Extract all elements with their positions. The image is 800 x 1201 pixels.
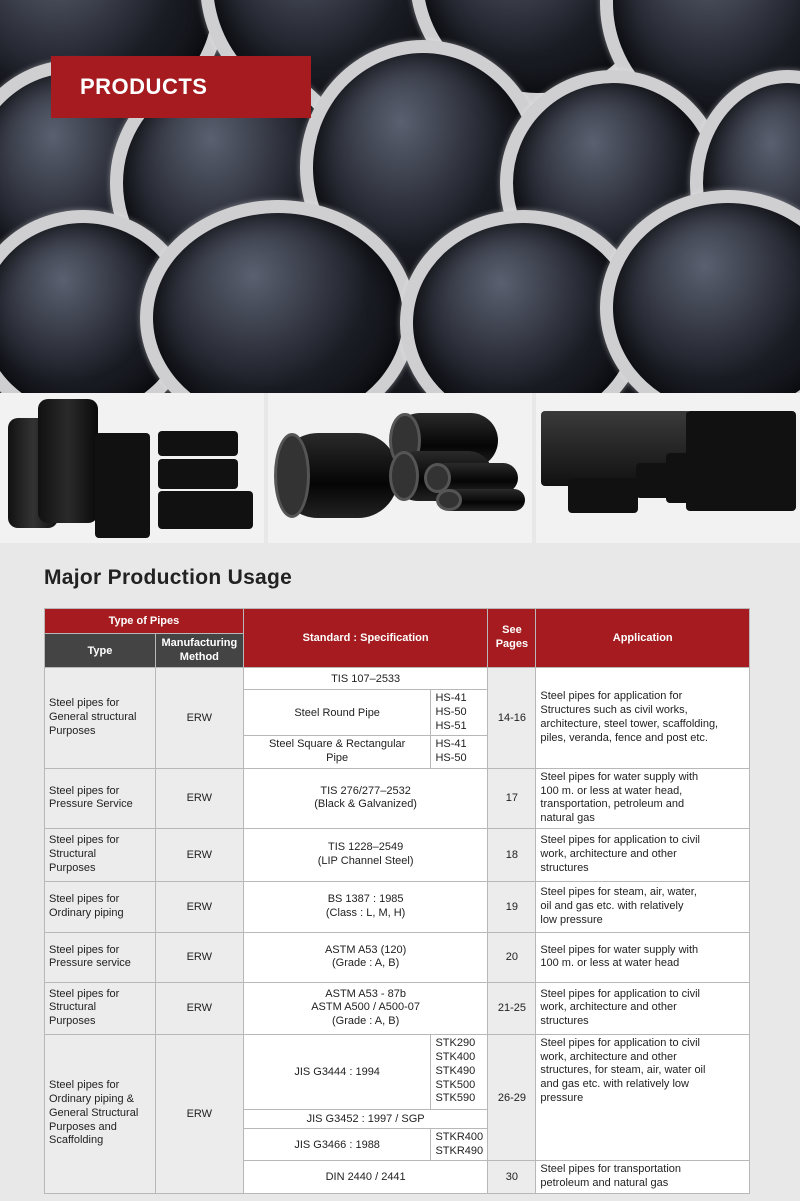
- row7-application-din: Steel pipes for transportation petroleum and natural gas: [536, 1161, 750, 1194]
- row7-method: ERW: [155, 1034, 243, 1193]
- row4-type: Steel pipes for Ordinary piping: [45, 881, 156, 932]
- see-pages-header: See Pages: [488, 609, 536, 668]
- row1-square-codes: HS-41 HS-50: [431, 736, 488, 769]
- manufacturing-method-header: Manufacturing Method: [155, 634, 243, 668]
- row7-jis3444-codes: STK290 STK400 STK490 STK500 STK590: [431, 1034, 488, 1109]
- type-of-pipes-header: Type of Pipes: [45, 609, 244, 634]
- row3-standard: TIS 1228–2549 (LIP Channel Steel): [243, 828, 488, 881]
- application-header: Application: [536, 609, 750, 668]
- hero-pipes-image: [0, 0, 800, 393]
- row7-jis3452: JIS G3452 : 1997 / SGP: [243, 1109, 488, 1128]
- production-usage-table: [44, 608, 750, 1194]
- row5-type: Steel pipes for Pressure service: [45, 932, 156, 982]
- row7-jis3466-codes: STKR400 STKR490: [431, 1128, 488, 1161]
- row3-type: Steel pipes for Structural Purposes: [45, 828, 156, 881]
- thumb-mixed-pipes: [0, 393, 264, 543]
- row7-jis3466: JIS G3466 : 1988: [243, 1128, 431, 1161]
- row1-standard: TIS 107–2533: [243, 668, 488, 690]
- row6-application: Steel pipes for application to civil work, architecture and other structures: [536, 982, 750, 1034]
- row2-type: Steel pipes for Pressure Service: [45, 768, 156, 828]
- thumb-round-pipes: [268, 393, 532, 543]
- row2-standard: TIS 276/277–2532 (Black & Galvanized): [243, 768, 488, 828]
- row7-application-jis: Steel pipes for application to civil work, architecture and other structures, for steam, air, water oil and gas etc. with relatively low pressure: [536, 1034, 750, 1161]
- row7-pages-din: 30: [488, 1161, 536, 1194]
- row3-application: Steel pipes for application to civil work, architecture and other structures: [536, 828, 750, 881]
- row1-pages: 14-16: [488, 668, 536, 769]
- row4-standard: BS 1387 : 1985 (Class : L, M, H): [243, 881, 488, 932]
- row6-method: ERW: [155, 982, 243, 1034]
- section-heading: Major Production Usage: [44, 566, 293, 589]
- row6-standard: ASTM A53 - 87b ASTM A500 / A500-07 (Grade : A, B): [243, 982, 488, 1034]
- row1-round-pipe: Steel Round Pipe: [243, 690, 431, 736]
- row1-type: Steel pipes for General structural Purposes: [45, 668, 156, 769]
- row3-method: ERW: [155, 828, 243, 881]
- row5-application: Steel pipes for water supply with 100 m. or less at water head: [536, 932, 750, 982]
- row5-pages: 20: [488, 932, 536, 982]
- row1-square-pipe: Steel Square & Rectangular Pipe: [243, 736, 431, 769]
- row2-pages: 17: [488, 768, 536, 828]
- row4-application: Steel pipes for steam, air, water, oil and gas etc. with relatively low pressure: [536, 881, 750, 932]
- row2-application: Steel pipes for water supply with 100 m. or less at water head, transportation, petroleum and natural gas: [536, 768, 750, 828]
- row5-standard: ASTM A53 (120) (Grade : A, B): [243, 932, 488, 982]
- products-title: PRODUCTS: [80, 74, 208, 99]
- thumb-square-pipes: [536, 393, 800, 543]
- standard-header: Standard : Specification: [243, 609, 488, 668]
- row7-type: Steel pipes for Ordinary piping & General Structural Purposes and Scaffolding: [45, 1034, 156, 1193]
- row7-pages-jis: 26-29: [488, 1034, 536, 1161]
- products-banner: [51, 56, 311, 118]
- row4-pages: 19: [488, 881, 536, 932]
- row6-pages: 21-25: [488, 982, 536, 1034]
- row1-round-codes: HS-41 HS-50 HS-51: [431, 690, 488, 736]
- row1-application: Steel pipes for application for Structures such as civil works, architecture, steel tower, scaffolding, piles, veranda, fence and post etc.: [536, 668, 750, 769]
- type-header: Type: [45, 634, 156, 668]
- row7-jis3444: JIS G3444 : 1994: [243, 1034, 431, 1109]
- row7-din: DIN 2440 / 2441: [243, 1161, 488, 1194]
- row3-pages: 18: [488, 828, 536, 881]
- row1-method: ERW: [155, 668, 243, 769]
- row2-method: ERW: [155, 768, 243, 828]
- row5-method: ERW: [155, 932, 243, 982]
- row4-method: ERW: [155, 881, 243, 932]
- row6-type: Steel pipes for Structural Purposes: [45, 982, 156, 1034]
